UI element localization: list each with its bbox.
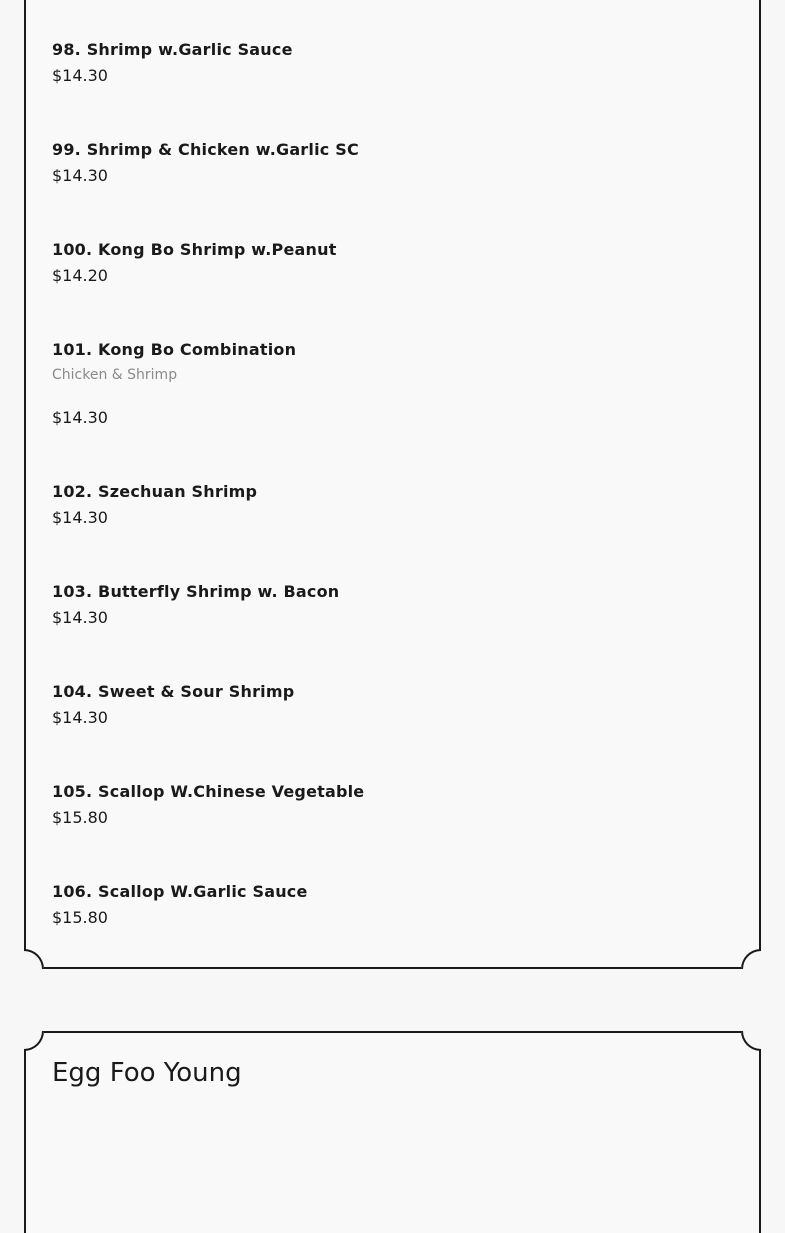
menu-item-price: $14.30	[52, 166, 108, 185]
menu-section-card	[24, 0, 761, 969]
menu-item	[52, 482, 257, 528]
menu-item-price: $14.30	[52, 408, 108, 427]
menu-item	[52, 140, 359, 186]
menu-item-name: 102. Szechuan Shrimp	[52, 482, 258, 501]
menu-item-price: $14.30	[52, 66, 108, 85]
card-corner-ornament	[24, 949, 44, 969]
card-border-top	[44, 1031, 741, 1033]
section-title: Egg Foo Young	[52, 1058, 242, 1088]
menu-item-name: 98. Shrimp w.Garlic Sauce	[52, 40, 293, 59]
menu-item-name: 101. Kong Bo Combination	[52, 340, 297, 359]
menu-item-description: Chicken & Shrimp	[52, 367, 178, 383]
menu-item	[52, 582, 339, 628]
menu-item-price: $15.80	[52, 908, 108, 927]
menu-item	[52, 682, 294, 728]
menu-item-name: 100. Kong Bo Shrimp w.Peanut	[52, 240, 337, 259]
menu-section-card	[24, 1033, 761, 1233]
menu-item-name: 106. Scallop W.Garlic Sauce	[52, 882, 308, 901]
menu-item	[52, 40, 293, 86]
menu-item-price: $14.30	[52, 608, 108, 627]
menu-item-name: 105. Scallop W.Chinese Vegetable	[52, 782, 365, 801]
menu-item-name: 99. Shrimp & Chicken w.Garlic SC	[52, 140, 359, 159]
menu-item-price: $14.20	[52, 266, 108, 285]
menu-item	[52, 782, 364, 828]
menu-item-price: $14.30	[52, 708, 108, 727]
menu-item	[52, 340, 296, 428]
card-border-bottom	[44, 967, 741, 969]
menu-item	[52, 240, 337, 286]
card-corner-ornament	[741, 1031, 761, 1051]
card-corner-ornament	[741, 949, 761, 969]
card-corner-ornament	[24, 1031, 44, 1051]
menu-item-price: $15.80	[52, 808, 108, 827]
menu-item-name: 104. Sweet & Sour Shrimp	[52, 682, 295, 701]
menu-item	[52, 882, 308, 928]
menu-item-name: 103. Butterfly Shrimp w. Bacon	[52, 582, 340, 601]
menu-item-price: $14.30	[52, 508, 108, 527]
